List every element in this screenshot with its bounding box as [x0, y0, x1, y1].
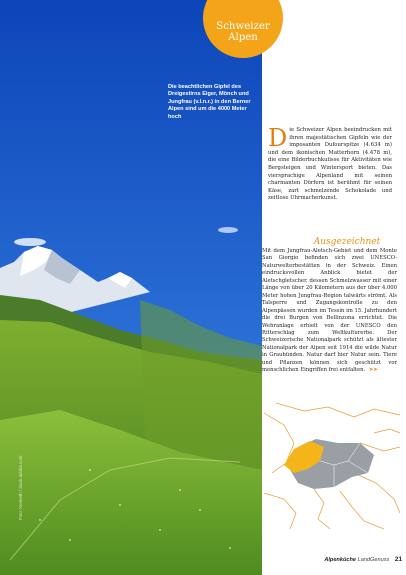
page-footer	[322, 556, 402, 563]
alps-region-map-illustration	[264, 403, 400, 529]
intro-paragraph	[268, 124, 392, 203]
section-heading: Ausgezeichnet	[313, 237, 381, 247]
body-paragraph: Mit dem Jungfrau-Aletsch-Gebiet und dem Monte San Giorgio befinden sich zwei UNESCO-Naturwelterbestätten in der Schweiz. Einen eindrucksvollen Anblick bietet der Aletschgletscher, dessen Schmelzwasser mit einer Länge von über 20 Kilometern aus der über 4.000 Meter hohen Jungfrau-Region talwärts strömt. Als Talsperre und Zugangskontrolle zu den Alpenpässen wurden im Tessin im 15. Jahrhundert die drei Burgen von Bellinzona errichtet. Die Wehranlage erhielt von der UNESCO den Ritterschlag zum Weltkulturerbe. Der Schweizerische Nationalpark schützt als ältester Nationalpark der Alpen seit 1914 die wilde Natur in Graubünden. Natur darf hier Natur sein. Tiere und Pflanzen können sich geschützt vor menschlichen Eingriffen frei entfalten.	[262, 248, 397, 374]
footer-brand-secondary: LandGenuss	[357, 557, 390, 563]
footer-brand: Alpenküche	[324, 557, 357, 563]
photo-credit: Foto: Kenneth / stock.adobe.com	[18, 455, 23, 520]
photo-caption: Die beachtlichen Gipfel des Dreigestirns Eiger, Mönch und Jungfrau (v.l.n.r.) in den Berner Alpen sind um die 4000 Meter hoch	[168, 84, 251, 120]
page-number: 21	[394, 556, 402, 563]
badge-label: Schweizer Alpen	[216, 20, 270, 43]
switzerland-map	[264, 403, 400, 529]
drop-cap: D	[268, 124, 288, 152]
continue-arrows-icon: ➤➤	[368, 367, 378, 374]
body-text	[262, 248, 397, 375]
intro-text: ie Schweizer Alpen beeindrucken mit ihren majestätischen Gipfeln wie der imposanten Dufourspitze (4.634 m) und dem ikonischen Matterhorn (4.478 m), die eine Bilderbuchkulisse für Aktivitäten wie Bergsteigen und Wintersport bieten. Das viersprachige Alpenland mit seinen charmanten Dörfern ist berühmt für seinen Käse, zart schmelzende Schokolade und zeitlose Uhrmacherkunst.	[268, 127, 392, 202]
